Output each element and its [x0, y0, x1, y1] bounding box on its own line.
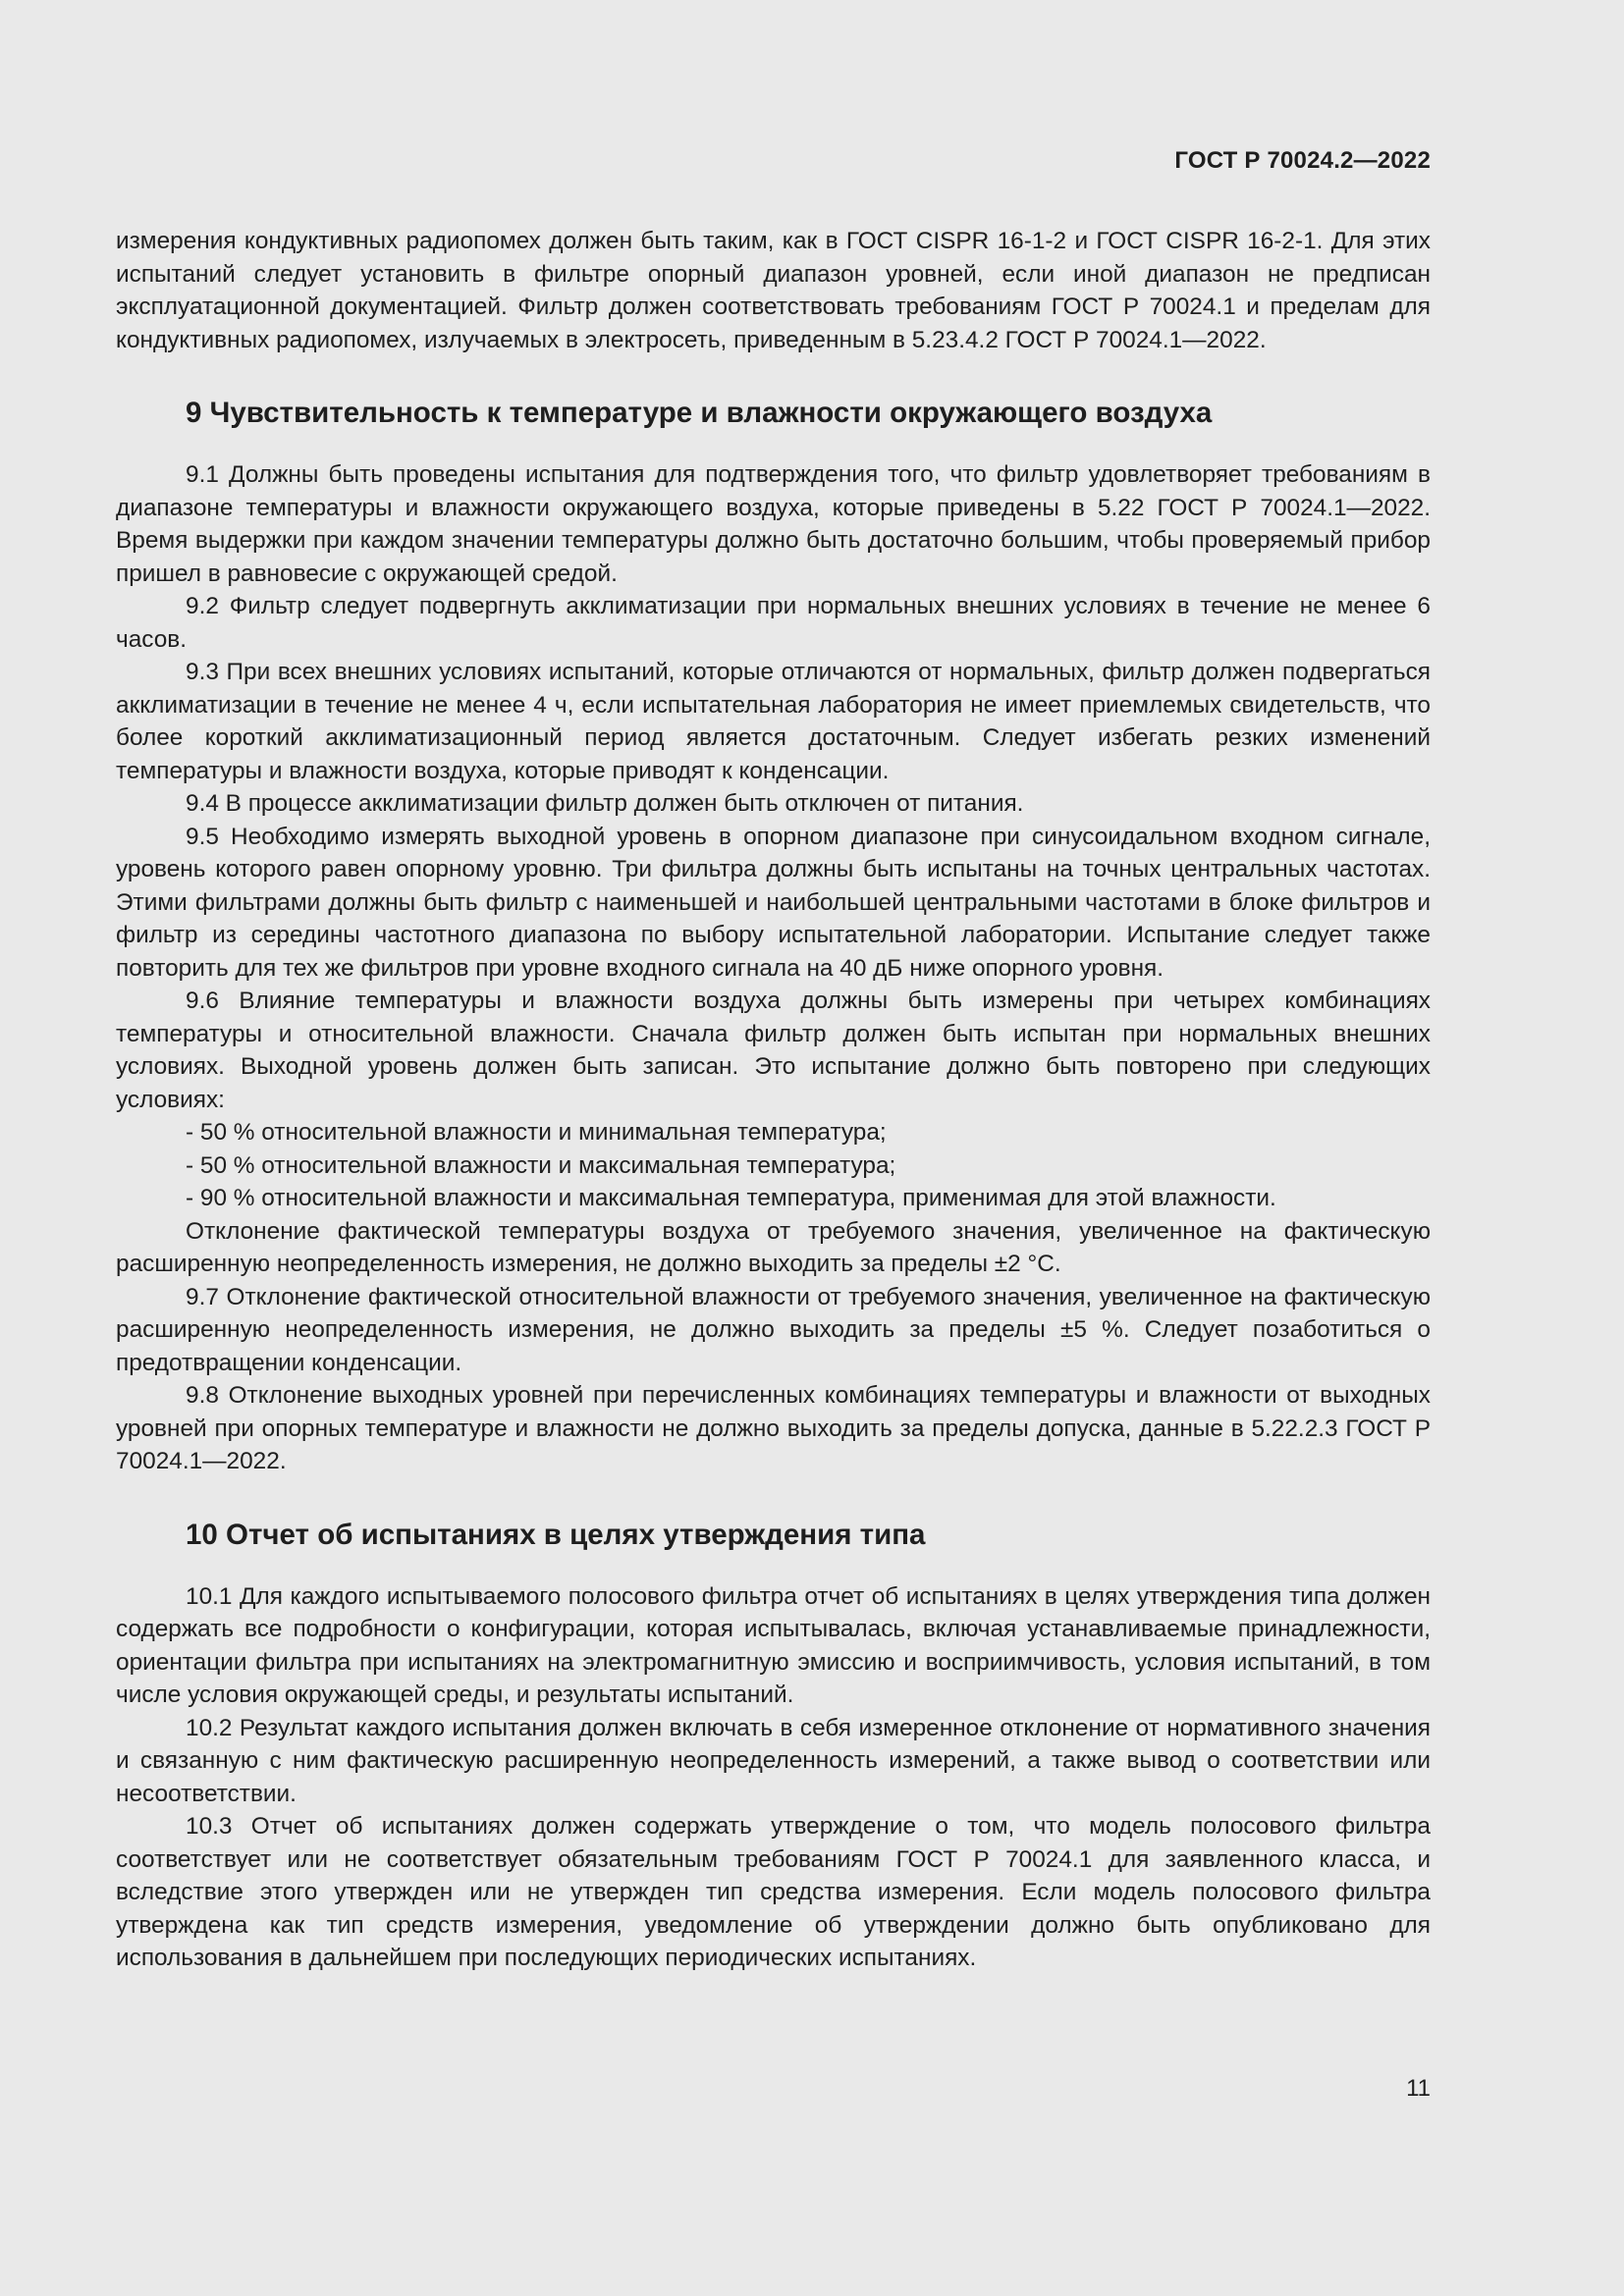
list-item: - 50 % относительной влажности и максимальная температура;: [186, 1151, 896, 1179]
document-body: [116, 225, 1431, 1975]
list-item: - 50 % относительной влажности и минимальная температура;: [186, 1119, 887, 1146]
intro-paragraph: измерения кондуктивных радиопомех должен быть таким, как в ГОСТ CISPR 16-1-2 и ГОСТ CISPR 16-2-1. Для этих испытаний следует установить в фильтре опорный диапазон уровней, если иной диапазон не предписан эксплуатационной документацией. Фильтр должен соответствовать требованиям ГОСТ Р 70024.1 и пределам для кондуктивных радиопомех, излучаемых в электросеть, приведенным в 5.23.4.2 ГОСТ Р 70024.1—2022.: [116, 228, 1431, 353]
paragraph-9-6-note: Отклонение фактической температуры воздуха от требуемого значения, увеличенное на фактическую расширенную неопределенность измерения, не должно выходить за пределы ±2 °С.: [116, 1217, 1431, 1277]
paragraph-9-3: 9.3 При всех внешних условиях испытаний, которые отличаются от нормальных, фильтр должен подвергаться акклиматизации в течение не менее 4 ч, если испытательная лаборатория не имеет приемлемых свидетельств, что более короткий акклиматизационный период является достаточным. Следует избегать резких изменений температуры и влажности воздуха, которые приводят к конденсации.: [116, 659, 1431, 784]
paragraph-10-2: 10.2 Результат каждого испытания должен включать в себя измеренное отклонение от нормативного значения и связанную с ним фактическую расширенную неопределенность измерений, а также вывод о соответствии или несоответствии.: [116, 1714, 1431, 1807]
paragraph-9-1: 9.1 Должны быть проведены испытания для подтверждения того, что фильтр удовлетворяет требованиям в диапазоне температуры и влажности окружающего воздуха, которые приведены в 5.22 ГОСТ Р 70024.1—2022. Время выдержки при каждом значении температуры должно быть достаточно большим, чтобы проверяемый прибор пришел в равновесие с окружающей средой.: [116, 461, 1431, 587]
paragraph-9-5: 9.5 Необходимо измерять выходной уровень в опорном диапазоне при синусоидальном входном сигнале, уровень которого равен опорному уровню. Три фильтра должны быть испытаны на точных центральных частотах. Этими фильтрами должны быть фильтр с наименьшей и наибольшей центральными частотами в блоке фильтров и фильтр из середины частотного диапазона по выбору испытательной лаборатории. Испытание следует также повторить для тех же фильтров при уровне входного сигнала на 40 дБ ниже опорного уровня.: [116, 823, 1431, 982]
paragraph-9-4: 9.4 В процессе акклиматизации фильтр должен быть отключен от питания.: [186, 790, 1024, 817]
paragraph-9-2: 9.2 Фильтр следует подвергнуть акклиматизации при нормальных внешних условиях в течение не менее 6 часов.: [116, 593, 1431, 653]
document-code: ГОСТ Р 70024.2—2022: [1174, 147, 1431, 174]
section-9-heading: 9 Чувствительность к температуре и влажности окружающего воздуха: [186, 397, 1213, 429]
list-item: - 90 % относительной влажности и максимальная температура, применимая для этой влажности.: [186, 1185, 1276, 1211]
page-number: 11: [1406, 2075, 1431, 2102]
section-10-heading: 10 Отчет об испытаниях в целях утверждения типа: [186, 1518, 926, 1551]
paragraph-10-1: 10.1 Для каждого испытываемого полосового фильтра отчет об испытаниях в целях утверждения типа должен содержать все подробности о конфигурации, которая испытывалась, включая устанавливаемые принадлежности, ориентации фильтра при испытаниях на электромагнитную эмиссию и восприимчивость, условия испытаний, в том числе условия окружающей среды, и результаты испытаний.: [116, 1582, 1431, 1708]
paragraph-10-3: 10.3 Отчет об испытаниях должен содержать утверждение о том, что модель полосового фильтра соответствует или не соответствует обязательным требованиям ГОСТ Р 70024.1 для заявленного класса, и вследствие этого утвержден или не утвержден тип средства измерения. Если модель полосового фильтра утверждена как тип средств измерения, уведомление об утверждении должно быть опубликовано для использования в дальнейшем при последующих периодических испытаниях.: [116, 1813, 1431, 1971]
paragraph-9-6: 9.6 Влияние температуры и влажности воздуха должны быть измерены при четырех комбинациях температуры и относительной влажности. Сначала фильтр должен быть испытан при нормальных внешних условиях. Выходной уровень должен быть записан. Это испытание должно быть повторено при следующих условиях:: [116, 988, 1431, 1113]
paragraph-9-8: 9.8 Отклонение выходных уровней при перечисленных комбинациях температуры и влажности от выходных уровней при опорных температуре и влажности не должно выходить за пределы допуска, данные в 5.22.2.3 ГОСТ Р 70024.1—2022.: [116, 1382, 1431, 1474]
paragraph-9-7: 9.7 Отклонение фактической относительной влажности от требуемого значения, увеличенное на фактическую расширенную неопределенность измерения, не должно выходить за пределы ±5 %. Следует позаботиться о предотвращении конденсации.: [116, 1283, 1431, 1376]
